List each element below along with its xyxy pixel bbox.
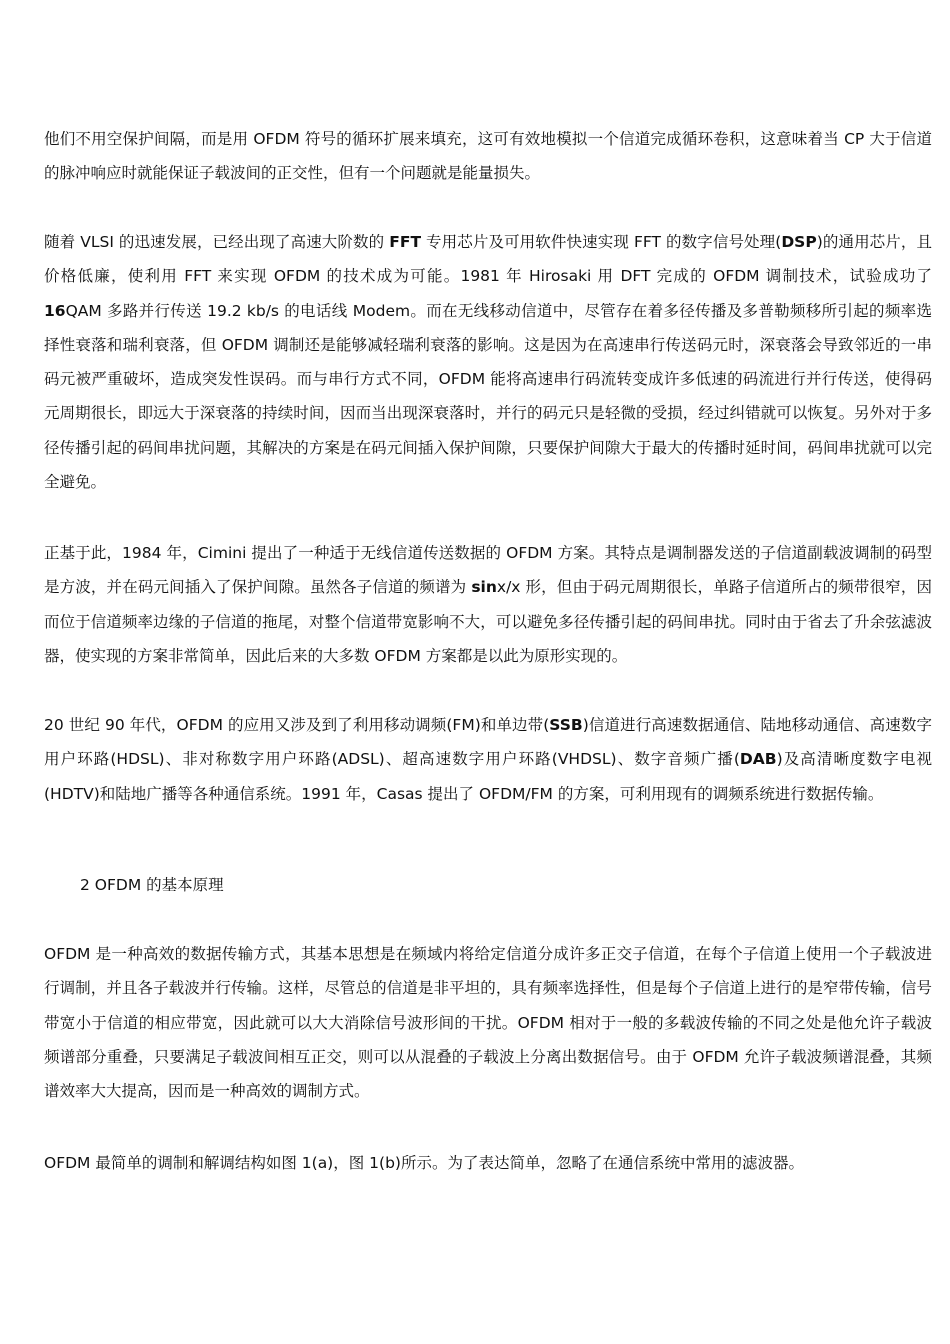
bold-term-sin: sin (471, 578, 497, 597)
bold-term-ssb: SSB (549, 716, 583, 734)
paragraph-text: OFDM 是一种高效的数据传输方式，其基本思想是在频域内将给定信道分成许多正交子信道，在每个子信道上使用一个子载波进行调制，并且各子载波并行传输。这样，尽管总的信道是非平坦的，具有频率选择性，但是每个子信道上进行的是窄带传输，信号带宽小于信道的相应带宽，因此就可以大大消除信号波形间的干扰。OFDM 相对于一般的多载波传输的不同之处是他允许子载波频谱部分重叠，只要满足子载波间相互正交，则可以从混叠的子载波上分离出数据信号。由于 OFDM 允许子载波频谱混叠，其频谱效率大大提高，因而是一种高效的调制方式。 (44, 945, 932, 1101)
bold-term-16: 16 (44, 301, 66, 320)
paragraph-text: 专用芯片及可用软件快速实现 FFT 的数字信号处理( (421, 233, 782, 251)
paragraph-text: )的通用芯片，且价格低廉，使利用 FFT 来实现 OFDM 的技术成为可能。1981 年 Hirosaki 用 DFT 完成的 OFDM 调制技术，试验成功了 (44, 233, 932, 286)
paragraph-cimini-1984 (44, 536, 932, 673)
paragraph-ofdm-principle (44, 937, 932, 1108)
paragraph-figure-reference (44, 1146, 932, 1180)
paragraph-text: 正基于此，1984 年，Cimini 提出了一种适于无线信道传送数据的 OFDM 方案。其特点是调制器发送的子信道副载波调制的码型是方波，并在码元间插入了保护间隙。虽然各子信道的频谱为 (44, 544, 932, 597)
bold-term-fft: FFT (389, 233, 422, 251)
paragraph-text: )信道进行高速数据通信、陆地移动通信、高速数字用户环路(HDSL)、非对称数字用户环路(ADSL)、超高速数字用户环路(VHDSL)、数字音频广播( (44, 716, 932, 769)
paragraph-cp-guard-interval (44, 122, 932, 191)
paragraph-vlsi-fft (44, 225, 932, 499)
paragraph-text: QAM 多路并行传送 19.2 kb/s 的电话线 Modem。而在无线移动信道中，尽管存在着多径传播及多普勒频移所引起的频率选择性衰落和瑞利衰落，但 OFDM 调制还是能够减轻瑞利衰落的影响。这是因为在高速串行传送码元时，深衰落会导致邻近的一串码元被严重破坏，造成突发性误码。而与串行方式不同，OFDM 能将高速串行码流转变成许多低速的码流进行并行传送，使得码元周期很长，即远大于深衰落的持续时间，因而当出现深衰落时，并行的码元只是轻微的受损，经过纠错就可以恢复。另外对于多径传播引起的码间串扰问题，其解决的方案是在码元间插入保护间隙，只要保护间隙大于最大的传播时延时间，码间串扰就可以完全避免。 (44, 301, 932, 492)
paragraph-text: x/x 形，但由于码元周期很长，单路子信道所占的频带很窄，因而位于信道频率边缘的子信道的拖尾，对整个信道带宽影响不大，可以避免多径传播引起的码间串扰。同时由于省去了升余弦滤波器，使实现的方案非常简单，因此后来的大多数 OFDM 方案都是以此为原形实现的。 (44, 578, 932, 665)
paragraph-1990s-applications (44, 708, 932, 811)
paragraph-text: 20 世纪 90 年代，OFDM 的应用又涉及到了利用移动调频(FM)和单边带( (44, 716, 550, 734)
paragraph-text: )及高清晰度数字电视(HDTV)和陆地广播等各种通信系统。1991 年，Casas 提出了 OFDM/FM 的方案，可利用现有的调频系统进行数据传输。 (44, 750, 932, 803)
section-heading: 2 OFDM 的基本原理 (80, 876, 224, 894)
bold-term-dsp: DSP (781, 233, 817, 251)
bold-term-dab: DAB (739, 750, 777, 769)
paragraph-text: OFDM 最简单的调制和解调结构如图 1(a)，图 1(b)所示。为了表达简单，忽略了在通信系统中常用的滤波器。 (44, 1154, 804, 1172)
paragraph-text: 他们不用空保护间隔，而是用 OFDM 符号的循环扩展来填充，这可有效地模拟一个信道完成循环卷积，这意味着当 CP 大于信道的脉冲响应时就能保证子载波间的正交性，但有一个问题就是能量损失。 (44, 130, 932, 183)
paragraph-text: 随着 VLSI 的迅速发展，已经出现了高速大阶数的 (44, 233, 390, 251)
